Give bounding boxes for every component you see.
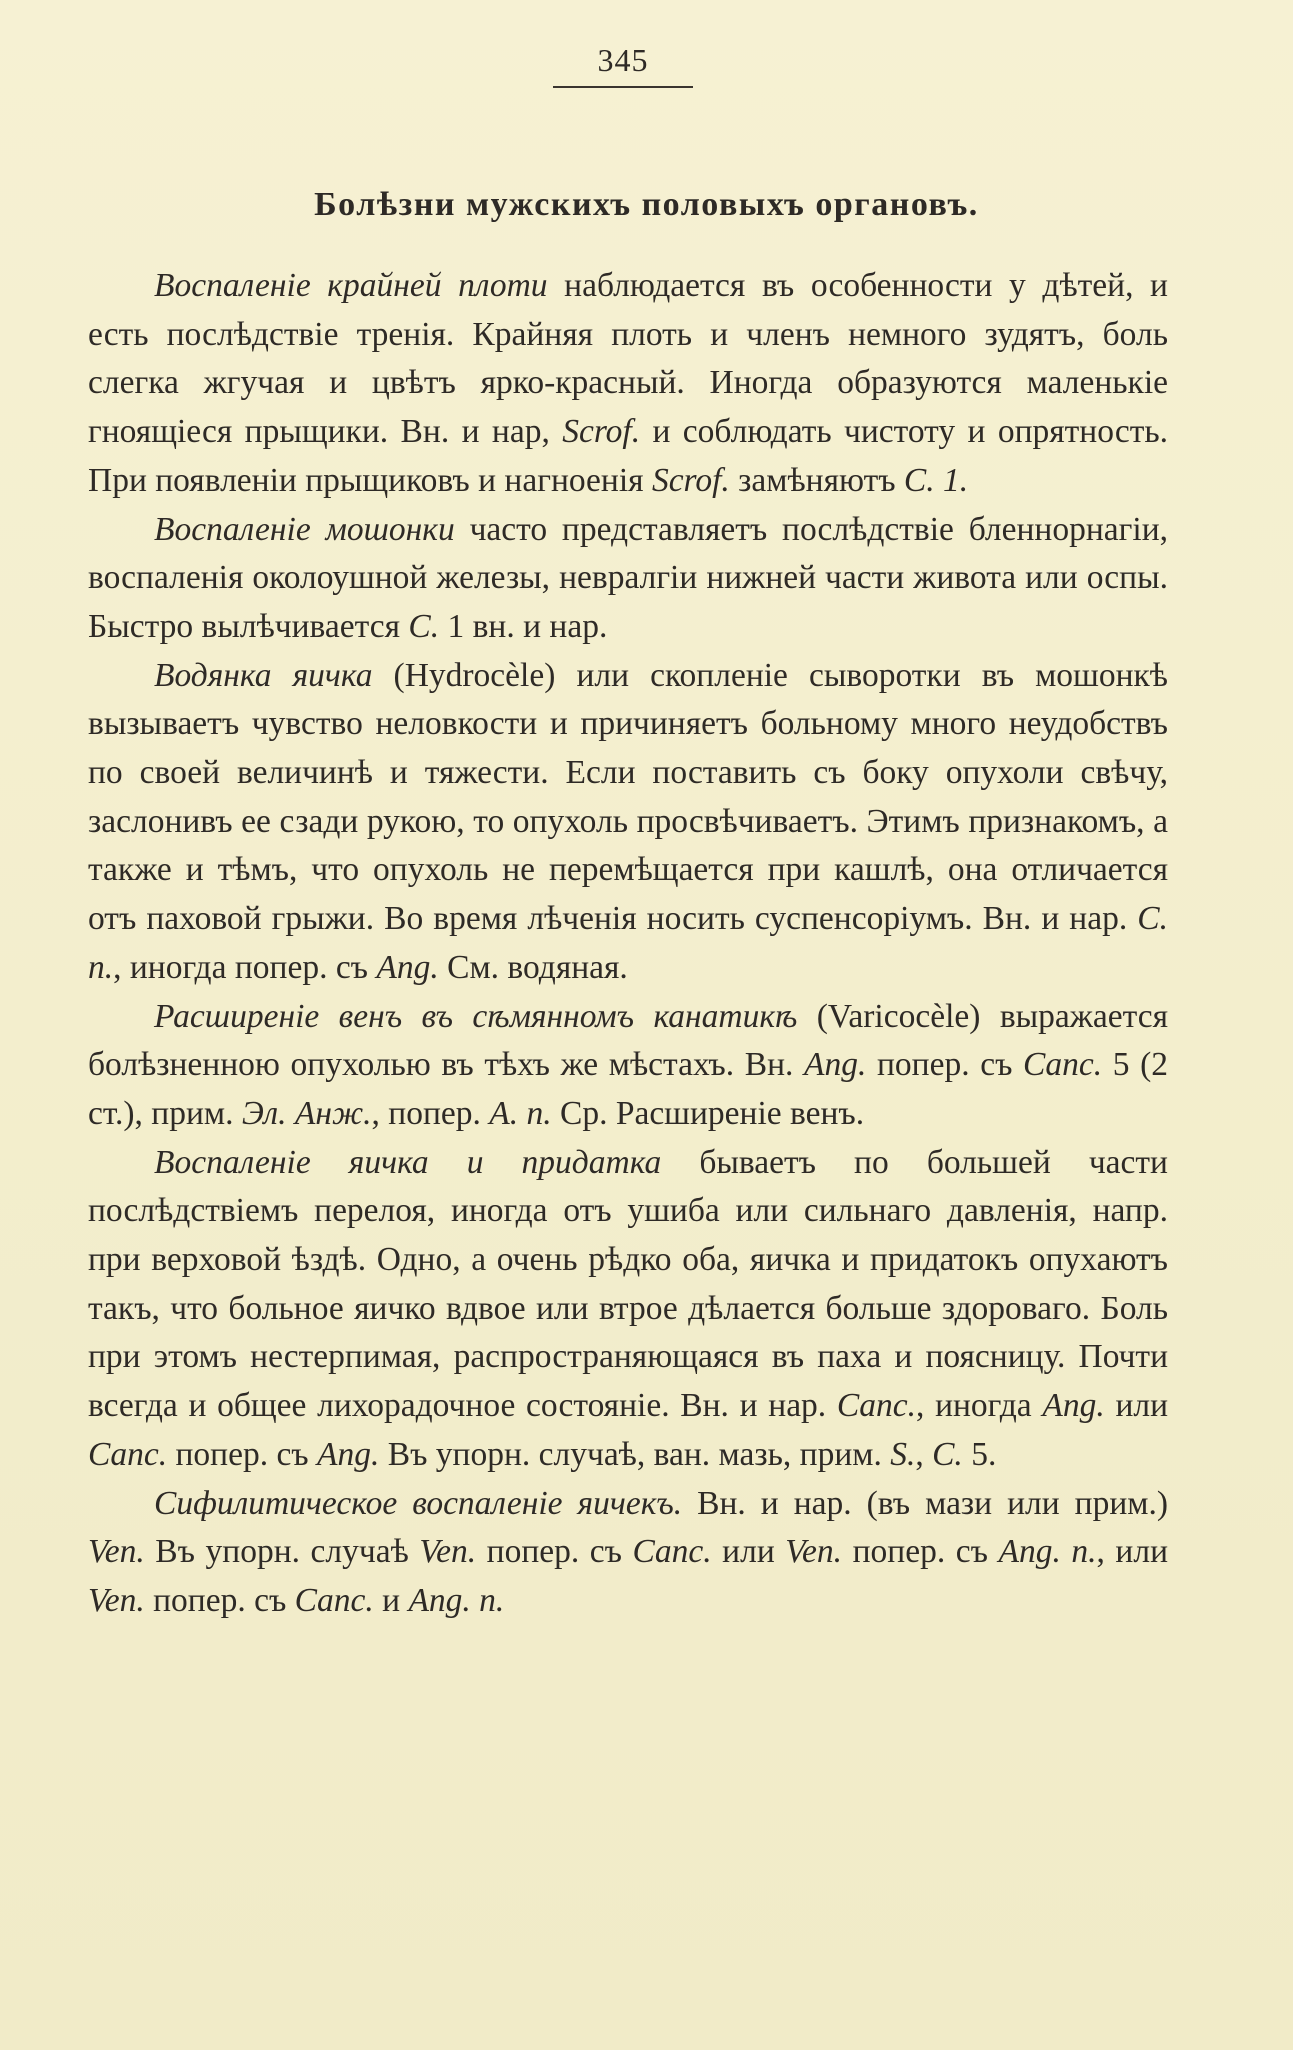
paragraph-text: или xyxy=(711,1533,786,1571)
remedy-abbreviation: С. xyxy=(408,607,440,645)
remedy-abbreviation: С. n. xyxy=(88,900,1168,986)
paragraph xyxy=(88,993,1168,1139)
paragraph xyxy=(88,506,1168,652)
remedy-abbreviation: С. xyxy=(932,1435,963,1473)
remedy-abbreviation: Scrof. xyxy=(651,461,730,499)
remedy-abbreviation: Canc. xyxy=(632,1533,712,1571)
remedy-abbreviation: Ven. xyxy=(88,1533,145,1571)
remedy-abbreviation: Ven. xyxy=(785,1533,843,1571)
paragraph-text: наблюдается въ особенности у дѣтей, и есть послѣдствіе тренія. Крайняя плоть и членъ немного зудятъ, боль слегка жгучая и цвѣтъ ярко-красный. Иногда образуются маленькіе гноящіеся прыщики. Вн. и нар, xyxy=(88,267,1168,451)
paragraph-text: , или xyxy=(1096,1533,1168,1571)
paragraph-text: бываетъ по большей части послѣдствіемъ перелоя, иногда отъ ушиба или сильнаго давленія, напр. при верховой ѣздѣ. Одно, а очень рѣдко оба, яичка и придатокъ опухаютъ такъ, что больное яичко вдвое или втрое дѣлается больше здороваго. Боль при этомъ нестерпимая, распространяющаяся въ паха и поясницу. Почти всегда и общее лихорадочное состояніе. Вн. и нар. xyxy=(88,1143,1168,1425)
paragraph-text: 1 вн. и нар. xyxy=(439,607,608,645)
paragraph-text: , иногда xyxy=(916,1387,1043,1425)
remedy-abbreviation: Ang. xyxy=(1042,1387,1105,1425)
paragraph-text: , попер. xyxy=(371,1094,490,1132)
paragraph-text: и соблюдать чистоту и опрятность. При появленіи прыщиковъ и нагноенія xyxy=(88,413,1168,499)
paragraph-text: и xyxy=(373,1581,409,1619)
remedy-abbreviation: Ang. xyxy=(376,948,439,986)
paragraph-text: , xyxy=(915,1435,933,1473)
paragraph-text: См. водяная. xyxy=(438,948,628,986)
paragraph xyxy=(88,1480,1168,1626)
paragraph-text: попер. съ xyxy=(167,1435,318,1473)
remedy-abbreviation: Scrof. xyxy=(562,413,641,451)
remedy-abbreviation: Canc. xyxy=(294,1581,374,1619)
paragraph-heading-term: Расширеніе венъ въ сѣмянномъ канатикѣ xyxy=(154,997,798,1035)
paragraph-text: попер. съ xyxy=(842,1533,999,1571)
remedy-abbreviation: Ven. xyxy=(419,1533,477,1571)
remedy-abbreviation: Эл. Анж. xyxy=(241,1094,372,1132)
remedy-abbreviation: Canc. xyxy=(836,1387,916,1425)
remedy-abbreviation: Ang. n. xyxy=(998,1533,1097,1571)
paragraph-text: (Hydrocèle) или скопленіе сыворотки въ мошонкѣ вызываетъ чувство неловкости и причиняетъ больному много неудобствъ по своей величинѣ и тяжести. Если поставить съ боку опухоли свѣчу, заслонивъ ее сзади рукою, то опухоль просвѣчиваетъ. Этимъ признакомъ, а также и тѣмъ, что опухоль не перемѣщается при кашлѣ, она отличается отъ паховой грыжи. Во время лѣченія носить суспенсоріумъ. Вн. и нар. xyxy=(88,656,1168,938)
remedy-abbreviation: S. xyxy=(890,1435,916,1473)
paragraph-text: Ср. Расширеніе венъ. xyxy=(551,1094,865,1132)
paragraph-text: попер. съ xyxy=(476,1533,633,1571)
paragraph xyxy=(88,1139,1168,1480)
paragraph-text: Вн. и нар. (въ мази или прим.) xyxy=(682,1484,1168,1522)
page-number-rule xyxy=(553,86,693,88)
body-text xyxy=(88,262,1168,1626)
paragraph-text: попер. съ xyxy=(144,1581,295,1619)
remedy-abbreviation: С. 1. xyxy=(903,461,969,499)
remedy-abbreviation: Canc. xyxy=(1023,1046,1103,1084)
remedy-abbreviation: Canc. xyxy=(88,1435,168,1473)
paragraph-text: попер. съ xyxy=(866,1046,1024,1084)
remedy-abbreviation: А. n. xyxy=(489,1094,552,1132)
paragraph-text: 5. xyxy=(962,1435,997,1473)
paragraph xyxy=(88,262,1168,506)
remedy-abbreviation: Ang. xyxy=(317,1435,380,1473)
paragraph-text: или xyxy=(1104,1387,1169,1425)
paragraph-text: (Varicocèle) выражается болѣзненною опухолью въ тѣхъ же мѣстахъ. Вн. xyxy=(88,997,1168,1084)
paragraph-text: Въ упорн. случаѣ xyxy=(144,1533,420,1571)
paragraph xyxy=(88,652,1168,993)
remedy-abbreviation: Ang. xyxy=(804,1046,867,1084)
paragraph-text: 5 (2 ст.), прим. xyxy=(88,1046,1169,1132)
remedy-abbreviation: Ven. xyxy=(88,1581,145,1619)
paragraph-heading-term: Водянка яичка xyxy=(154,656,373,694)
paragraph-heading-term: Сифилитическое воспаленіе яичекъ. xyxy=(154,1484,683,1522)
paragraph-text: часто представляетъ послѣдствіе бленнорнагіи, воспаленія околоушной железы, невралгіи нижней части живота или оспы. Быстро вылѣчивается xyxy=(88,510,1168,645)
paragraph-text: Въ упорн. случаѣ, ван. мазь, прим. xyxy=(379,1435,891,1473)
paragraph-heading-term: Воспаленіе яичка и придатка xyxy=(154,1143,662,1181)
section-title: Болѣзни мужскихъ половыхъ органовъ. xyxy=(314,186,979,223)
page-number: 345 xyxy=(597,42,649,78)
paragraph-text: замѣняютъ xyxy=(729,461,904,499)
paragraph-heading-term: Воспаленіе крайней плоти xyxy=(154,267,548,304)
remedy-abbreviation: Ang. n. xyxy=(408,1581,505,1619)
paragraph-heading-term: Воспаленіе мошонки xyxy=(154,510,455,548)
paragraph-text: , иногда попер. съ xyxy=(113,948,377,986)
